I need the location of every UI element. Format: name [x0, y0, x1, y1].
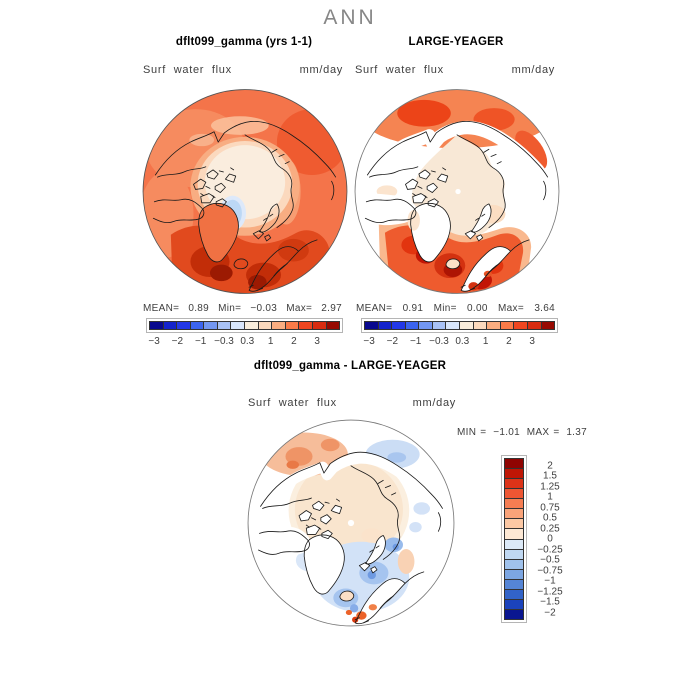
- colorbar-tick-label: 0.5: [543, 512, 557, 524]
- colorbar-tick-label: −2: [386, 336, 399, 347]
- colorbar-tick-label: 1.25: [540, 481, 560, 492]
- colorbar-tick-label: −0.25: [537, 544, 563, 555]
- stats-row-reference: [356, 303, 555, 314]
- difference-map-plot: [247, 416, 455, 630]
- colorbar-cell: [505, 529, 523, 539]
- min-label: Min=: [433, 303, 457, 314]
- colorbar-cell: [406, 322, 420, 329]
- colorbar-tick-label: −2: [171, 336, 184, 347]
- colorbar-cell: [365, 322, 379, 329]
- min-value: −0.03: [250, 303, 278, 314]
- colorbar-ticks-model: [146, 336, 343, 348]
- colorbar-tick-label: −1: [409, 336, 422, 347]
- colorbar-cell: [191, 322, 205, 329]
- colorbar-cell: [204, 322, 218, 329]
- colorbar-cell: [392, 322, 406, 329]
- colorbar-tick-label: −0.75: [537, 565, 563, 576]
- colorbar-cell: [313, 322, 327, 329]
- page-title: ANN: [323, 6, 377, 29]
- colorbar-cell: [299, 322, 313, 329]
- colorbar-cell: [150, 322, 164, 329]
- colorbar-tick-label: 2: [506, 336, 512, 347]
- colorbar-tick-label: −3: [148, 336, 160, 347]
- field-label: Surf water flux: [248, 397, 337, 409]
- colorbar-cell: [505, 540, 523, 550]
- colorbar-cell: [419, 322, 433, 329]
- axis-label-row-reference: [355, 64, 555, 76]
- colorbar-cell: [505, 459, 523, 469]
- panel-title-model: dflt099_gamma (yrs 1-1): [175, 36, 313, 48]
- mean-label: MEAN=: [143, 303, 180, 314]
- colorbar-cell: [514, 322, 528, 329]
- colorbar-cell: [505, 499, 523, 509]
- colorbar-tick-label: −3: [363, 336, 375, 347]
- colorbar-cell: [245, 322, 259, 329]
- stats-row-model: [143, 303, 342, 314]
- colorbar-tick-label: −1: [544, 575, 556, 587]
- mean-value: 0.89: [188, 303, 209, 314]
- panel-title-difference: dflt099_gamma - LARGE-YEAGER: [253, 360, 447, 372]
- colorbar-cell: [505, 509, 523, 519]
- colorbar-cell: [259, 322, 273, 329]
- colorbar-cell: [327, 322, 340, 329]
- colorbar-tick-label: 2: [547, 460, 553, 471]
- min-label: Min=: [218, 303, 242, 314]
- colorbar-tick-label: 1: [547, 491, 553, 503]
- colorbar-cell: [433, 322, 447, 329]
- colorbar-tick-label: −1: [194, 336, 207, 347]
- colorbar-tick-label: 0.25: [540, 523, 560, 534]
- field-label: Surf water flux: [143, 64, 232, 76]
- units-label: mm/day: [511, 64, 555, 76]
- colorbar-cell: [505, 600, 523, 610]
- max-label: Max=: [498, 303, 524, 314]
- colorbar-tick-label: 0.3: [240, 336, 255, 347]
- max-value: 3.64: [534, 303, 555, 314]
- axis-label-row-difference: [248, 397, 456, 409]
- colorbar-tick-label: −1.25: [537, 586, 563, 597]
- colorbar-cell: [505, 519, 523, 529]
- units-label: mm/day: [299, 64, 343, 76]
- colorbar-tick-label: −2: [544, 607, 556, 618]
- colorbar-tick-label: −0.3: [214, 336, 234, 347]
- colorbar-tick-label: 2: [291, 336, 297, 347]
- colorbar-cell: [528, 322, 542, 329]
- min-label: MIN =: [457, 427, 487, 438]
- field-label: Surf water flux: [355, 64, 444, 76]
- min-value: −1.01: [493, 427, 521, 438]
- colorbar-tick-label: 1: [267, 336, 274, 347]
- colorbar-model: [146, 318, 343, 333]
- reference-map-plot: [354, 85, 560, 298]
- colorbar-tick-label: 3: [314, 336, 320, 347]
- colorbar-reference: [361, 318, 558, 333]
- max-label: Max=: [286, 303, 313, 314]
- colorbar-difference: [501, 455, 527, 623]
- axis-label-row-model: [143, 64, 343, 76]
- mean-label: MEAN=: [356, 303, 393, 314]
- colorbar-tick-label: −1.5: [540, 596, 560, 608]
- colorbar-cell: [231, 322, 245, 329]
- max-value: 2.97: [321, 303, 342, 314]
- colorbar-cell: [164, 322, 178, 329]
- colorbar-tick-label: −0.3: [429, 336, 449, 347]
- colorbar-cell: [505, 570, 523, 580]
- colorbar-cell: [487, 322, 501, 329]
- colorbar-cell: [505, 580, 523, 590]
- colorbar-cell: [474, 322, 488, 329]
- min-value: 0.00: [467, 303, 488, 314]
- colorbar-tick-label: 1.5: [543, 470, 557, 482]
- colorbar-ticks-reference: [361, 336, 558, 348]
- colorbar-tick-label: −0.5: [540, 554, 560, 566]
- colorbar-tick-label: 3: [529, 336, 535, 347]
- colorbar-cell: [218, 322, 232, 329]
- colorbar-cell: [505, 479, 523, 489]
- max-label: MAX =: [526, 427, 560, 438]
- mean-value: 0.91: [402, 303, 424, 314]
- colorbar-cell: [505, 489, 523, 499]
- colorbar-tick-label: 0: [547, 533, 553, 545]
- colorbar-cell: [505, 469, 523, 479]
- colorbar-cell: [379, 322, 393, 329]
- colorbar-cell: [446, 322, 460, 329]
- colorbar-cell: [286, 322, 300, 329]
- panel-title-reference: LARGE-YEAGER: [408, 36, 504, 48]
- colorbar-cell: [505, 590, 523, 600]
- colorbar-cell: [501, 322, 515, 329]
- colorbar-cell: [272, 322, 286, 329]
- colorbar-cell: [505, 560, 523, 570]
- max-value: 1.37: [566, 427, 587, 438]
- colorbar-tick-label: 0.75: [540, 502, 560, 513]
- colorbar-tick-label: 0.3: [455, 336, 470, 347]
- colorbar-cell: [460, 322, 474, 329]
- colorbar-tick-label: 1: [482, 336, 489, 347]
- colorbar-cell: [505, 550, 523, 560]
- colorbar-cell: [505, 610, 523, 619]
- units-label: mm/day: [412, 397, 456, 409]
- model-map-plot: [142, 85, 348, 298]
- colorbar-cell: [177, 322, 191, 329]
- colorbar-labels-difference: [529, 455, 571, 623]
- colorbar-cell: [542, 322, 555, 329]
- stats-row-difference: [457, 427, 587, 438]
